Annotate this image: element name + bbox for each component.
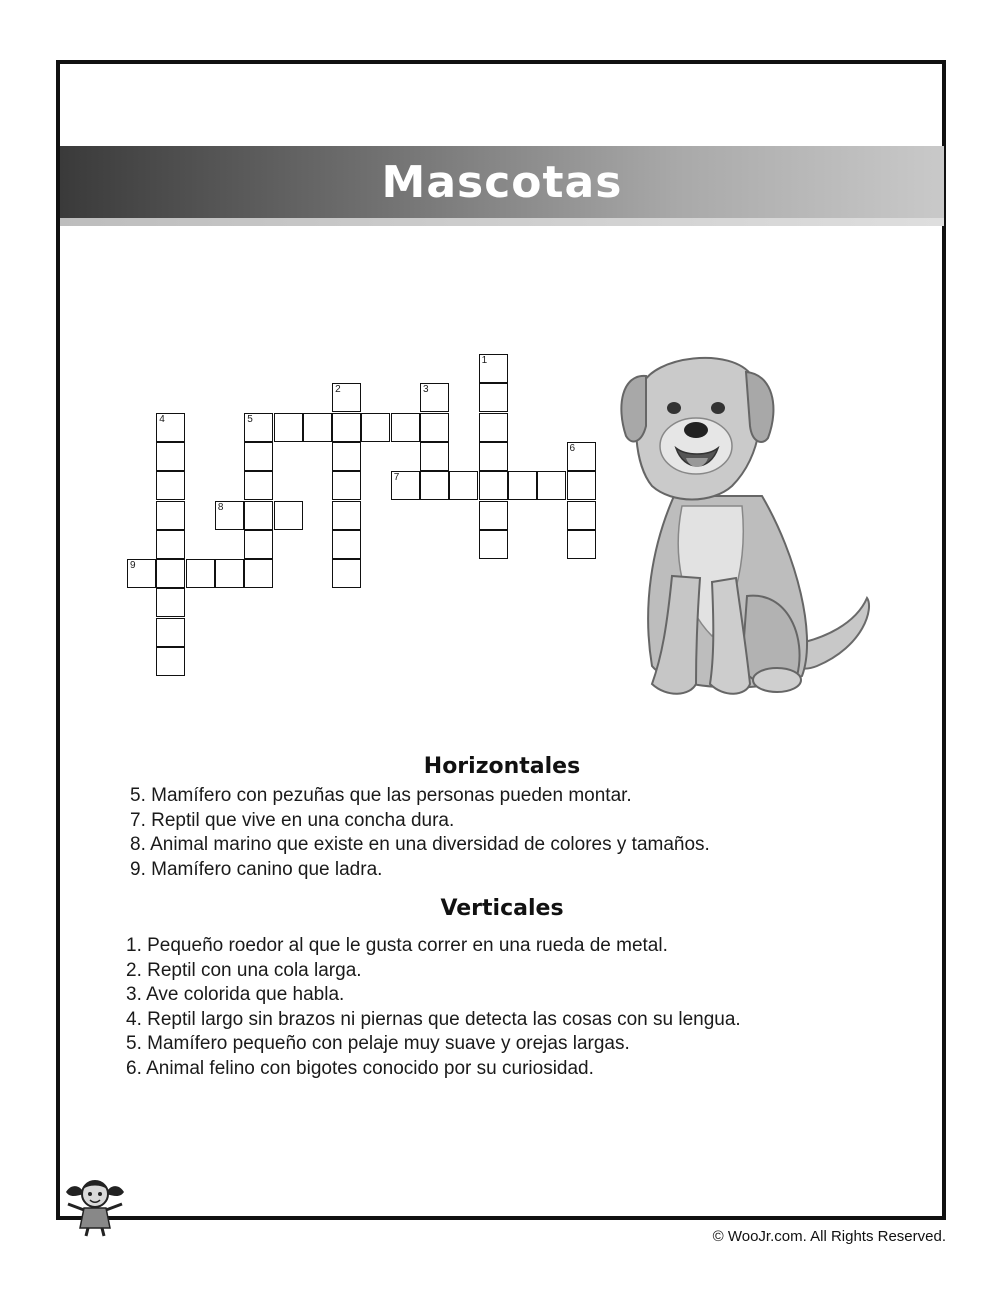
clue-number: 6 [569, 442, 576, 454]
down-clue: 1. Pequeño roedor al que le gusta correr en una rueda de metal. [126, 935, 668, 956]
clue-number: 4 [159, 413, 165, 425]
clue-number: 1 [481, 355, 488, 366]
crossword-cell[interactable] [479, 442, 508, 471]
crossword-cell[interactable] [332, 530, 361, 559]
crossword-cell[interactable] [420, 442, 449, 471]
down-clue: 2. Reptil con una cola larga. [126, 959, 362, 981]
crossword-cell[interactable] [508, 471, 537, 500]
crossword-cell[interactable] [156, 588, 185, 617]
crossword-cell[interactable] [420, 471, 449, 500]
crossword-cell[interactable] [156, 647, 185, 676]
crossword-cell[interactable] [215, 559, 244, 588]
crossword-cell[interactable] [156, 471, 185, 500]
crossword-cell[interactable] [156, 530, 185, 559]
crossword-cell[interactable] [420, 383, 449, 412]
down-clue: 4. Reptil largo sin brazos ni piernas que detecta las cosas con su lengua. [126, 1008, 741, 1030]
crossword-cell[interactable] [567, 442, 596, 471]
crossword-cell[interactable] [332, 383, 361, 412]
crossword-cell[interactable] [156, 559, 185, 588]
crossword-cell[interactable] [391, 471, 420, 500]
crossword-cell[interactable] [361, 413, 390, 442]
crossword-cell[interactable] [479, 530, 508, 559]
crossword-cell[interactable] [156, 442, 185, 471]
crossword-cell[interactable] [567, 530, 596, 559]
crossword-cell[interactable] [244, 471, 273, 500]
crossword-cell[interactable] [479, 383, 508, 412]
crossword-cell[interactable] [332, 501, 361, 530]
crossword-cell[interactable] [420, 413, 449, 442]
crossword-cell[interactable] [156, 501, 185, 530]
down-clue: 5. Mamífero pequeño con pelaje muy suave y orejas largas. [126, 1033, 630, 1054]
clue-number: 3 [423, 384, 429, 396]
crossword-cell[interactable] [156, 618, 185, 647]
down-clue-list [126, 934, 741, 1081]
crossword-cell[interactable] [244, 530, 273, 559]
girl-mascot-logo [62, 1172, 128, 1238]
copyright-notice: © WooJr.com. All Rights Reserved. [712, 1228, 946, 1245]
clue-number: 2 [335, 384, 341, 396]
down-clue: 3. Ave colorida que habla. [126, 984, 345, 1005]
crossword-cell[interactable] [186, 559, 215, 588]
crossword-cell[interactable] [479, 471, 508, 500]
clue-number: 9 [130, 560, 136, 572]
page-title: Mascotas [381, 156, 623, 208]
crossword-cell[interactable] [332, 559, 361, 588]
crossword-cell[interactable] [332, 413, 361, 442]
crossword-cell[interactable] [479, 413, 508, 442]
title-banner [60, 146, 944, 218]
crossword-cell[interactable] [274, 413, 303, 442]
crossword-cell[interactable] [215, 501, 244, 530]
crossword-cell[interactable] [127, 559, 156, 588]
crossword-cell[interactable] [479, 354, 508, 383]
crossword-cell[interactable] [244, 413, 273, 442]
across-clue: 5. Mamífero con pezuñas que las personas pueden montar. [130, 785, 632, 806]
crossword-cell[interactable] [479, 501, 508, 530]
dog-illustration [612, 346, 874, 712]
crossword-cell[interactable] [391, 413, 420, 442]
down-heading: Verticales [440, 896, 564, 921]
title-banner-shadow [60, 218, 944, 226]
across-heading: Horizontales [423, 754, 581, 779]
crossword-cell[interactable] [567, 501, 596, 530]
across-clue: 8. Animal marino que existe en una diversidad de colores y tamaños. [130, 834, 710, 855]
crossword-cell[interactable] [537, 471, 566, 500]
crossword-cell[interactable] [244, 442, 273, 471]
crossword-cell[interactable] [244, 559, 273, 588]
crossword-cell[interactable] [449, 471, 478, 500]
crossword-cell[interactable] [332, 471, 361, 500]
crossword-cell[interactable] [244, 501, 273, 530]
crossword-cell[interactable] [332, 442, 361, 471]
crossword-cell[interactable] [274, 501, 303, 530]
clue-number: 5 [247, 413, 253, 425]
across-clue: 9. Mamífero canino que ladra. [130, 858, 383, 880]
clue-number: 8 [217, 501, 224, 513]
crossword-cell[interactable] [303, 413, 332, 442]
across-clue-list [130, 784, 710, 882]
crossword-cell[interactable] [567, 471, 596, 500]
down-clue: 6. Animal felino con bigotes conocido por su curiosidad. [126, 1057, 594, 1079]
crossword-cell[interactable] [156, 413, 185, 442]
clue-number: 7 [393, 472, 400, 484]
across-clue: 7. Reptil que vive en una concha dura. [130, 809, 455, 831]
